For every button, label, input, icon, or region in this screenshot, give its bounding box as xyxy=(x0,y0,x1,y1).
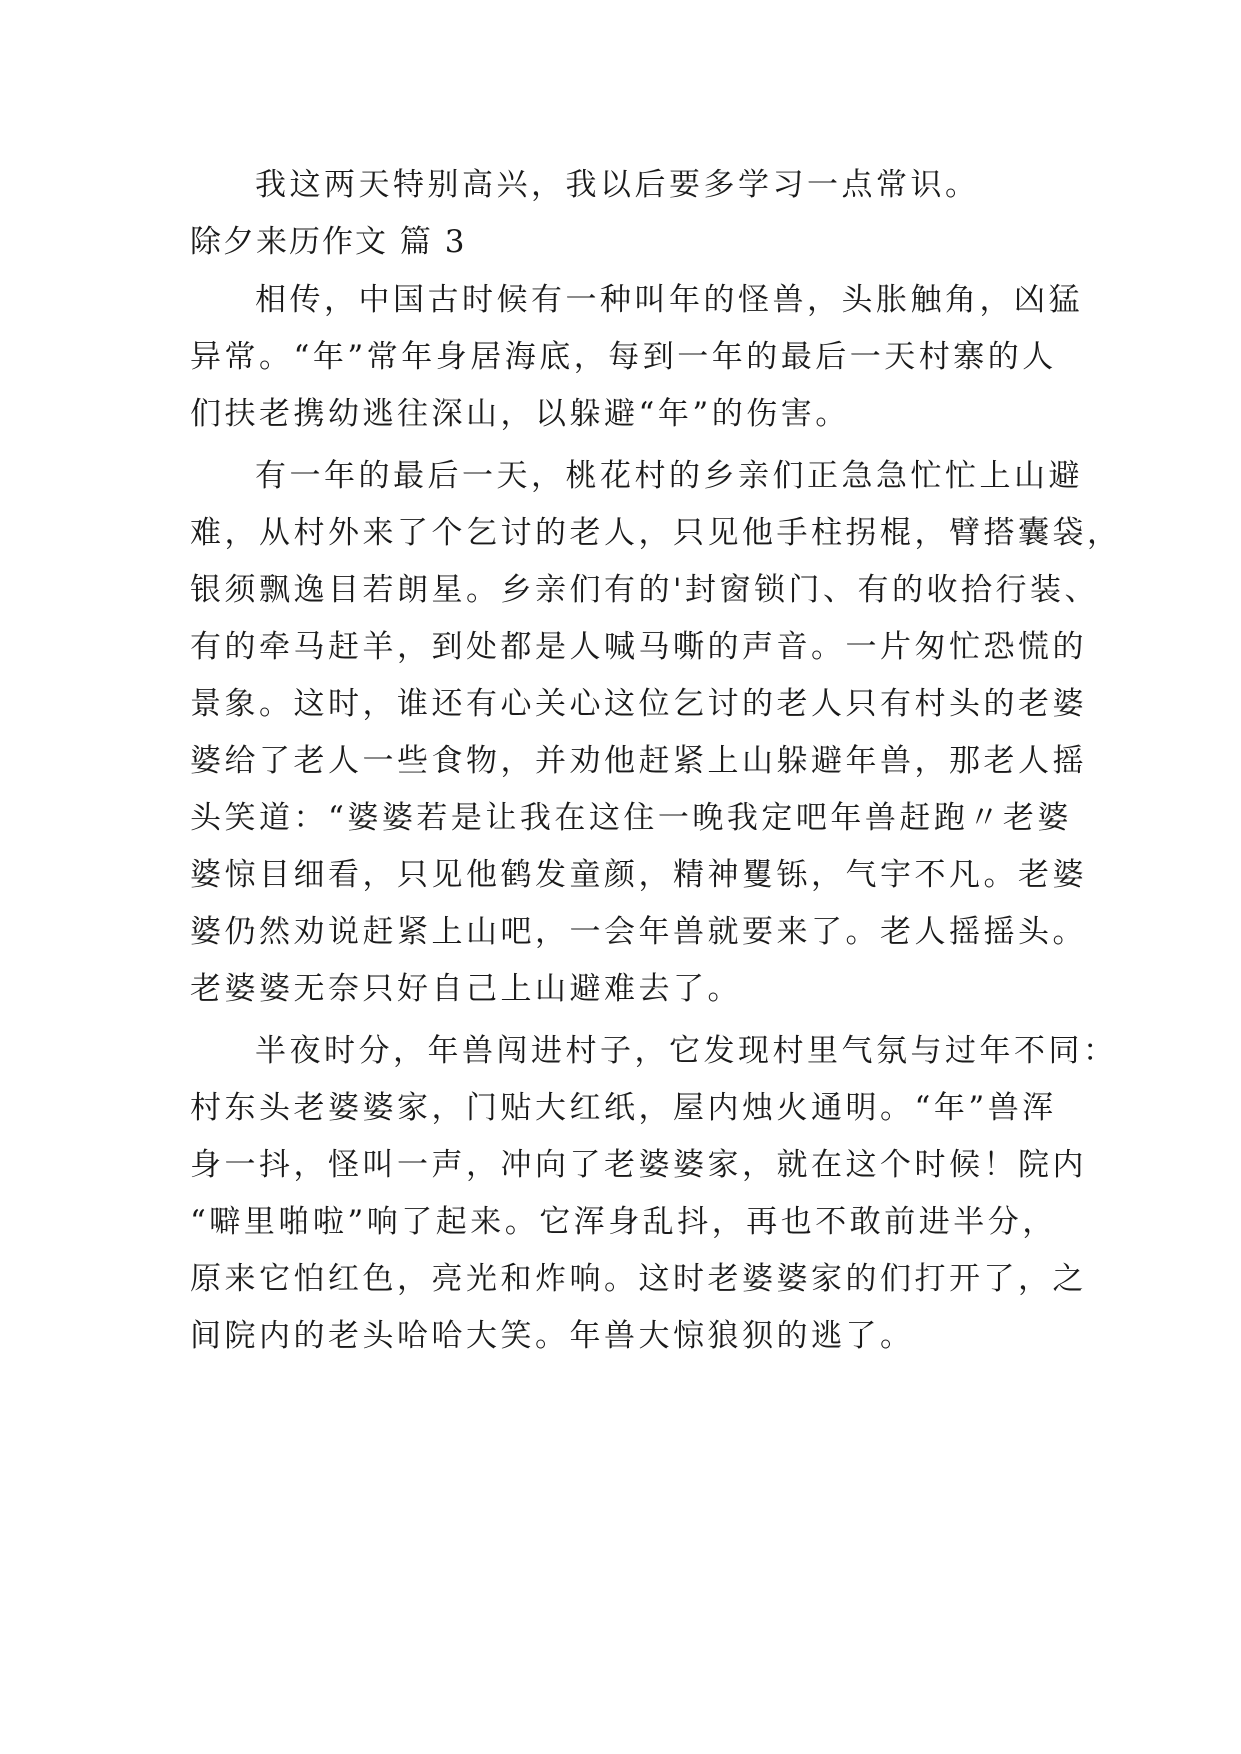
paragraph-line: 异常。“年”常年身居海底，每到一年的最后一天村寨的人 xyxy=(190,339,1057,375)
paragraph-line: 老婆婆无奈只好自己上山避难去了。 xyxy=(190,971,742,1007)
paragraph-line: 相传，中国古时候有一种叫年的怪兽，头胀触角，凶猛 xyxy=(255,282,1083,318)
paragraph-line: 头笑道：“婆婆若是让我在这住一晚我定吧年兽赶跑〃老婆 xyxy=(190,800,1072,836)
section-heading: 除夕来历作文 篇 3 xyxy=(190,224,467,260)
paragraph-line: 原来它怕红色，亮光和炸响。这时老婆婆家的们打开了，之 xyxy=(190,1261,1087,1297)
paragraph-line: 有的牵马赶羊，到处都是人喊马嘶的声音。一片匆忙恐慌的 xyxy=(190,629,1087,665)
paragraph-line: 银须飘逸目若朗星。乡亲们有的'封窗锁门、有的收拾行装、 xyxy=(190,572,1100,608)
paragraph-line: 景象。这时，谁还有心关心这位乞讨的老人只有村头的老婆 xyxy=(190,686,1087,722)
paragraph-line: 婆仍然劝说赶紧上山吧，一会年兽就要来了。老人摇摇头。 xyxy=(190,914,1087,950)
paragraph-line: 们扶老携幼逃往深山，以躲避“年”的伤害。 xyxy=(190,396,850,432)
paragraph-line: “噼里啪啦”响了起来。它浑身乱抖，再也不敢前进半分， xyxy=(190,1204,1057,1240)
paragraph-line: 婆惊目细看，只见他鹤发童颜，精神矍铄，气宇不凡。老婆 xyxy=(190,857,1087,893)
paragraph-line: 村东头老婆婆家，门贴大红纸，屋内烛火通明。“年”兽浑 xyxy=(190,1090,1057,1126)
paragraph-line: 我这两天特别高兴，我以后要多学习一点常识。 xyxy=(255,167,980,203)
paragraph-line: 有一年的最后一天，桃花村的乡亲们正急急忙忙上山避 xyxy=(255,458,1083,494)
paragraph-line: 身一抖，怪叫一声，冲向了老婆婆家，就在这个时候！院内 xyxy=(190,1147,1087,1183)
paragraph-line: 婆给了老人一些食物，并劝他赶紧上山躲避年兽，那老人摇 xyxy=(190,743,1087,779)
paragraph-line: 半夜时分，年兽闯进村子，它发现村里气氛与过年不同： xyxy=(255,1033,1118,1069)
paragraph-line: 难，从村外来了个乞讨的老人，只见他手柱拐棍，臂搭囊袋， xyxy=(190,515,1122,551)
paragraph-line: 间院内的老头哈哈大笑。年兽大惊狼狈的逃了。 xyxy=(190,1318,915,1354)
